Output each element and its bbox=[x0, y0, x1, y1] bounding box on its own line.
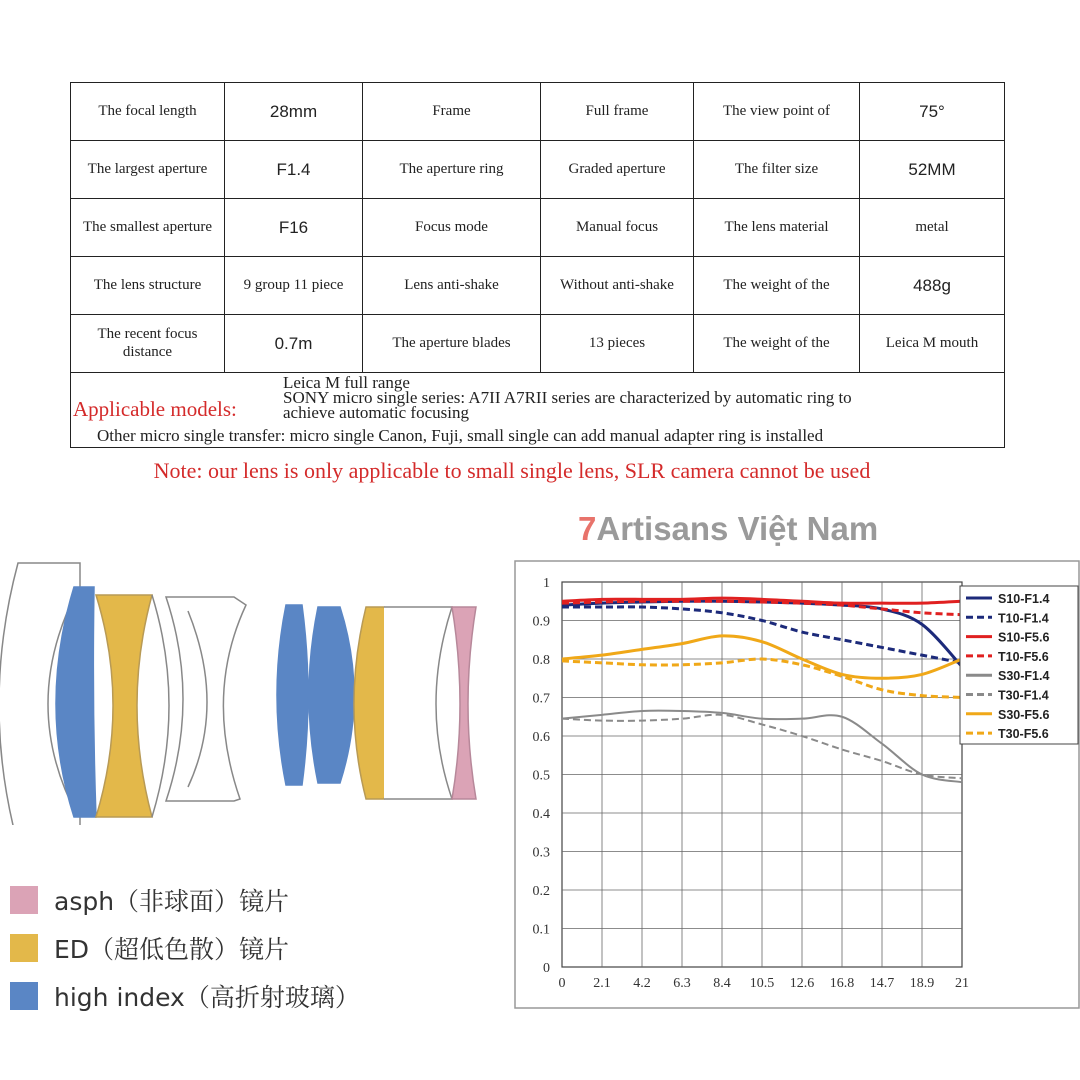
y-tick-label: 0 bbox=[543, 961, 550, 976]
x-tick-label: 10.5 bbox=[749, 976, 775, 991]
lens-element bbox=[384, 607, 452, 799]
pink-swatch-icon bbox=[10, 886, 38, 914]
lens-legend-item bbox=[10, 978, 360, 1014]
spec-cell: The weight of the bbox=[694, 257, 860, 315]
y-tick-label: 0.5 bbox=[532, 768, 550, 784]
x-tick-label: 4.2 bbox=[633, 976, 651, 991]
applicable-model-line: Other micro single transfer: micro single Canon, Fuji, small single can add manual adapter ring is installed bbox=[97, 426, 824, 446]
applicable-models-label: Applicable models: bbox=[73, 397, 237, 421]
spec-cell: F16 bbox=[225, 199, 363, 257]
applicable-models-list bbox=[283, 375, 852, 420]
spec-row bbox=[71, 141, 1005, 199]
brand-prefix: 7 bbox=[578, 510, 597, 547]
spec-cell: 9 group 11 piece bbox=[225, 257, 363, 315]
y-tick-label: 0.9 bbox=[532, 614, 550, 630]
blue-swatch-icon bbox=[10, 982, 38, 1010]
lens-structure-diagram bbox=[0, 555, 500, 825]
y-tick-label: 0.8 bbox=[532, 653, 550, 668]
spec-cell: Focus mode bbox=[363, 199, 541, 257]
spec-row bbox=[71, 199, 1005, 257]
mtf-chart bbox=[514, 560, 1080, 1010]
legend-label: S30-F5.6 bbox=[998, 707, 1050, 722]
spec-cell: Graded aperture bbox=[541, 141, 694, 199]
spec-cell: 52MM bbox=[860, 141, 1005, 199]
spec-cell: 28mm bbox=[225, 83, 363, 141]
spec-cell: Manual focus bbox=[541, 199, 694, 257]
y-tick-label: 0.7 bbox=[532, 691, 550, 707]
spec-cell: Lens anti-shake bbox=[363, 257, 541, 315]
lens-legend-label: high index（高折射玻璃） bbox=[54, 983, 360, 1012]
spec-cell: The view point of bbox=[694, 83, 860, 141]
lens-legend-item bbox=[10, 930, 289, 966]
x-tick-label: 14.7 bbox=[869, 976, 895, 991]
spec-row bbox=[71, 315, 1005, 373]
lens-element bbox=[152, 595, 169, 817]
y-tick-label: 0.4 bbox=[532, 807, 550, 822]
lens-element bbox=[309, 607, 354, 783]
legend-label: S10-F5.6 bbox=[998, 630, 1050, 645]
y-tick-label: 0.3 bbox=[532, 845, 550, 861]
spec-cell: 0.7m bbox=[225, 315, 363, 373]
x-tick-label: 16.8 bbox=[829, 976, 855, 991]
lens-element bbox=[96, 595, 152, 817]
spec-cell: F1.4 bbox=[225, 141, 363, 199]
lens-element bbox=[452, 607, 476, 799]
brand-watermark bbox=[578, 510, 878, 548]
brand-name: Artisans Việt Nam bbox=[596, 510, 879, 547]
applicable-models-cell bbox=[71, 373, 1005, 448]
applicable-model-line: achieve automatic focusing bbox=[283, 403, 469, 422]
lens-element bbox=[277, 605, 308, 785]
spec-cell: Frame bbox=[363, 83, 541, 141]
spec-cell: Leica M mouth bbox=[860, 315, 1005, 373]
x-tick-label: 18.9 bbox=[909, 976, 935, 991]
spec-cell: 488g bbox=[860, 257, 1005, 315]
y-tick-label: 0.1 bbox=[532, 922, 550, 938]
spec-row bbox=[71, 257, 1005, 315]
lens-legend-label: ED（超低色散）镜片 bbox=[54, 935, 290, 964]
x-tick-label: 6.3 bbox=[673, 976, 691, 991]
spec-table bbox=[70, 82, 1005, 448]
legend-label: S30-F1.4 bbox=[998, 669, 1050, 684]
x-tick-label: 21 bbox=[955, 976, 969, 991]
x-tick-label: 8.4 bbox=[713, 976, 731, 991]
spec-cell: The largest aperture bbox=[71, 141, 225, 199]
lens-legend-label: asph（非球面）镜片 bbox=[54, 887, 290, 916]
y-tick-label: 1 bbox=[543, 576, 550, 591]
applicable-models-row bbox=[71, 373, 1005, 448]
applicable-model-line: Leica M full range bbox=[283, 373, 410, 392]
spec-cell: metal bbox=[860, 199, 1005, 257]
x-tick-label: 0 bbox=[558, 976, 566, 991]
spec-cell: The weight of the bbox=[694, 315, 860, 373]
applicable-model-line: SONY micro single series: A7II A7RII series are characterized by automatic ring to bbox=[283, 388, 852, 407]
spec-cell: The aperture ring bbox=[363, 141, 541, 199]
spec-cell: The lens structure bbox=[71, 257, 225, 315]
legend-label: T10-F1.4 bbox=[998, 611, 1049, 626]
legend-label: S10-F1.4 bbox=[998, 592, 1050, 606]
legend-label: T30-F1.4 bbox=[998, 688, 1049, 703]
spec-cell: The filter size bbox=[694, 141, 860, 199]
spec-cell: The smallest aperture bbox=[71, 199, 225, 257]
gold-swatch-icon bbox=[10, 934, 38, 962]
y-tick-label: 0.2 bbox=[532, 884, 550, 899]
spec-cell: The focal length bbox=[71, 83, 225, 141]
spec-cell: Full frame bbox=[541, 83, 694, 141]
lens-legend-item bbox=[10, 882, 289, 918]
spec-row bbox=[71, 83, 1005, 141]
spec-cell: The aperture blades bbox=[363, 315, 541, 373]
spec-cell: 13 pieces bbox=[541, 315, 694, 373]
y-tick-label: 0.6 bbox=[532, 730, 550, 745]
lens-element bbox=[166, 597, 246, 801]
spec-cell: The lens material bbox=[694, 199, 860, 257]
legend-label: T30-F5.6 bbox=[998, 727, 1049, 742]
usage-note: Note: our lens is only applicable to small single lens, SLR camera cannot be used bbox=[153, 458, 871, 483]
spec-cell: The recent focus distance bbox=[71, 315, 225, 373]
spec-cell: 75° bbox=[860, 83, 1005, 141]
x-tick-label: 12.6 bbox=[789, 976, 815, 991]
legend-label: T10-F5.6 bbox=[998, 649, 1049, 664]
x-tick-label: 2.1 bbox=[593, 976, 611, 991]
spec-cell: Without anti-shake bbox=[541, 257, 694, 315]
